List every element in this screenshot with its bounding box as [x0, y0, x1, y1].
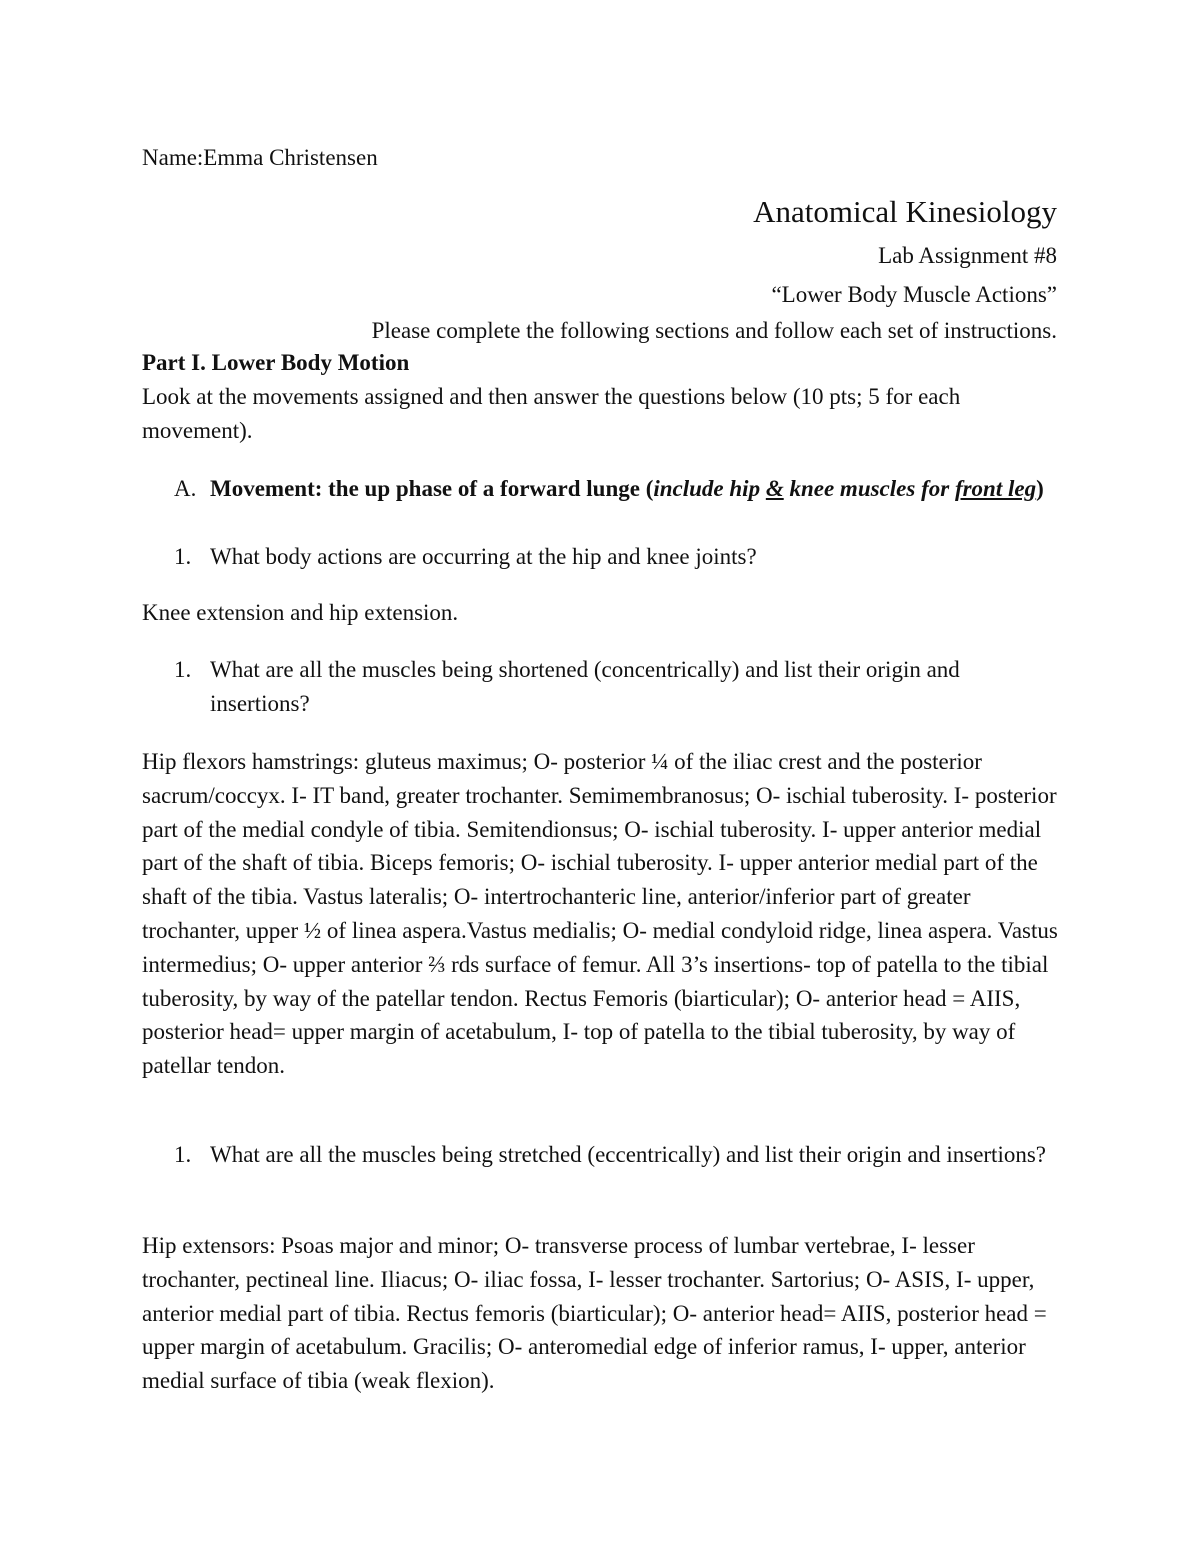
lab-number: Lab Assignment #8 [878, 243, 1057, 268]
answer-3: Hip extensors: Psoas major and minor; O- transverse process of lumbar vertebrae, I- lesser trochanter, pectineal line. Iliacus; O- iliac fossa, I- lesser trochanter. Sartorius; O- ASIS, I- upper, anterior medial part of tibia. Rectus femoris (biarticular); O- anterior head= AIIS, posterior head = upper margin of acetabulum. Gracilis; O- anteromedial edge of inferior ramus, I- upper, anterior medial surface of tibia (weak flexion). [142, 1233, 1047, 1394]
movement-note-3: front leg [954, 476, 1037, 501]
question-text: What are all the muscles being stretched (eccentrically) and list their origin and insertions? [210, 1142, 1046, 1167]
question-number: 1. [174, 544, 192, 569]
section-a-marker: A. [174, 476, 197, 501]
answer-1: Knee extension and hip extension. [142, 600, 459, 625]
question-number: 1. [174, 657, 192, 682]
student-name: Name:Emma Christensen [142, 145, 378, 170]
movement-note-1: include hip [653, 476, 766, 501]
movement-close-paren: ) [1036, 476, 1044, 501]
question-number: 1. [174, 1142, 192, 1167]
movement-label: Movement: the up phase of a forward lunge ( [210, 476, 654, 501]
question-text: What are all the muscles being shortened (concentrically) and list their origin and insertions? [210, 657, 960, 716]
section-a-movement [210, 472, 1060, 506]
part-heading: Part I. Lower Body Motion [142, 350, 410, 375]
part-description: Look at the movements assigned and then answer the questions below (10 pts; 5 for each movement). [142, 384, 961, 443]
movement-note-2: knee muscles for [783, 476, 955, 501]
answer-2: Hip flexors hamstrings: gluteus maximus; O- posterior ¼ of the iliac crest and the posterior sacrum/coccyx. I- IT band, greater trochanter. Semimembranosus; O- ischial tuberosity. I- posterior part of the medial condyle of tibia. Semitendionsus; O- ischial tuberosity. I- upper anterior medial part of the shaft of tibia. Biceps femoris; O- ischial tuberosity. I- upper anterior medial part of the shaft of the tibia. Vastus lateralis; O- intertrochanteric line, anterior/inferior part of greater trochanter, upper ½ of linea aspera.Vastus medialis; O- medial condyloid ridge, linea aspera. Vastus intermedius; O- upper anterior ⅔ rds surface of femur. All 3’s insertions- top of patella to the tibial tuberosity, by way of the patellar tendon. Rectus Femoris (biarticular); O- anterior head = AIIS, posterior head= upper margin of acetabulum, I- top of patella to the tibial tuberosity, by way of patellar tendon. [142, 749, 1058, 1079]
question-text: What body actions are occurring at the hip and knee joints? [210, 544, 757, 569]
course-title: Anatomical Kinesiology [753, 194, 1057, 229]
movement-note-amp: & [765, 476, 784, 501]
instructions: Please complete the following sections and follow each set of instructions. [371, 318, 1057, 343]
lab-subtitle: “Lower Body Muscle Actions” [771, 282, 1057, 307]
